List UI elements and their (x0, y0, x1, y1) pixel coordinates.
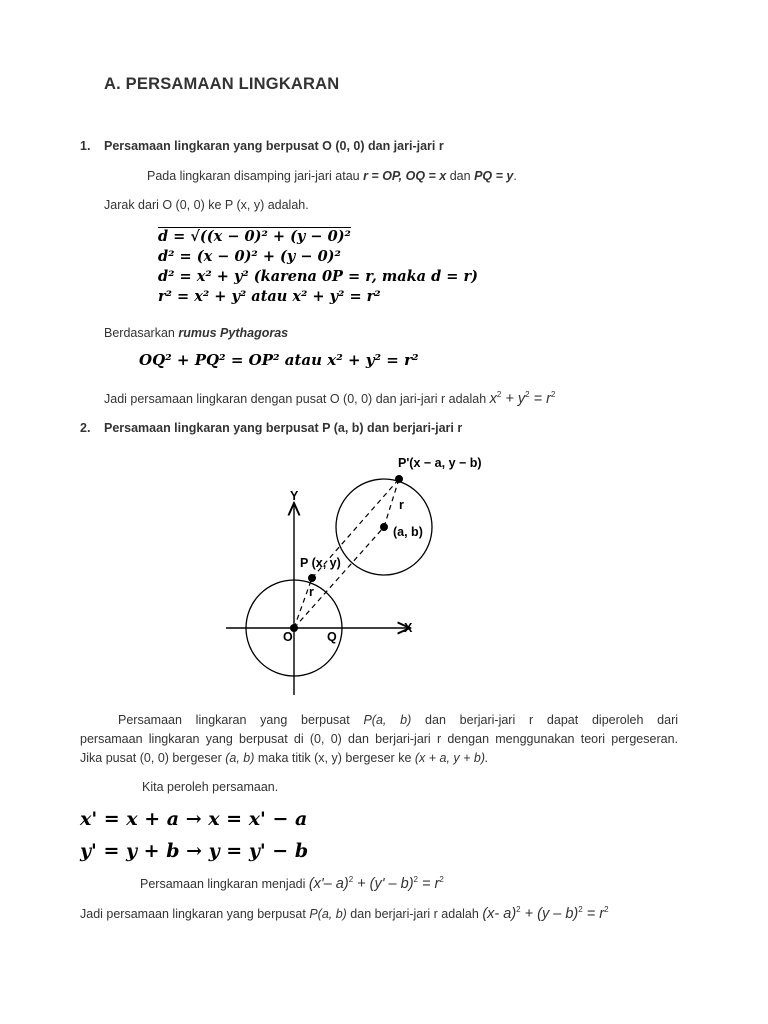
equation-line: d² = (x − 0)² + (y − 0)² (158, 248, 341, 265)
kita-peroleh: Kita peroleh persamaan. (142, 780, 279, 794)
center-point (380, 523, 388, 531)
label-x-axis: X (404, 621, 413, 635)
equation-line: d² = x² + y² (karena 0P = r, maka d = r) (158, 268, 478, 285)
final-conclusion: Jadi persamaan lingkaran yang berpusat P(a, b) dan berjari-jari r adalah (x- $a)^2 + (y - b)^2 = r^2$ (80, 905, 609, 922)
label-center: (a, b) (393, 525, 423, 539)
section-1-intro: Pada lingkaran disamping jari-jari atau r = OP, OQ = x dan PQ = y. (147, 169, 517, 183)
section-1-conclusion: Jadi persamaan lingkaran dengan pusat O (0, 0) dan jari-jari r adalah $x^2 + y^2 = r^2$ (104, 390, 556, 407)
paragraph-line-3: Jika pusat (0, 0) bergeser (a, b) maka titik (x, y) bergeser ke (x + a, y + b). (80, 751, 489, 765)
circle-shift-diagram (220, 450, 490, 700)
paragraph-line-1: Persamaan lingkaran yang berpusat P(a, b) dan berjari-jari r dapat diperoleh dari (118, 713, 679, 727)
equation-line: r² = x² + y² atau x² + y² = r² (158, 288, 381, 305)
radius-center-p-prime (384, 479, 399, 527)
section-1-number: 1. (80, 139, 91, 153)
section-1-heading: Persamaan lingkaran yang berpusat O (0, 0) dan jari-jari r (104, 139, 444, 153)
point-p (308, 574, 316, 582)
distance-text: Jarak dari O (0, 0) ke P (x, y) adalah. (104, 198, 309, 212)
pythagoras-label: Berdasarkan rumus Pythagoras (104, 326, 289, 340)
label-q: Q (327, 630, 337, 644)
point-p-prime (395, 475, 403, 483)
shift-equation-x: x' = x + a → x = x' − a (80, 808, 308, 830)
label-p: P (x, y) (300, 556, 341, 570)
label-o: O (283, 630, 293, 644)
paragraph-line-2: persamaan lingkaran yang berpusat di (0, 0) dan berjari-jari r dengan menggunakan teori pergeseran. (80, 732, 678, 746)
circle-equation-shifted: Persamaan lingkaran menjadi (x'– $a)^2 + (y' - b)^2 = r^2$ (140, 875, 444, 892)
label-y-axis: Y (290, 489, 299, 503)
dashed-lines (294, 479, 399, 628)
pythagoras-equation: OQ² + PQ² = OP² atau x² + y² = r² (139, 351, 419, 369)
label-p-prime: P'(x − a, y − b) (398, 456, 482, 470)
section-2-heading: Persamaan lingkaran yang berpusat P (a, b) dan berjari-jari r (104, 421, 463, 435)
shift-equation-y: y' = y + b → y = y' − b (80, 840, 309, 862)
page-title: A. PERSAMAAN LINGKARAN (104, 75, 340, 93)
distance-equations (158, 227, 478, 307)
section-2-number: 2. (80, 421, 91, 435)
label-r-bottom: r (309, 585, 314, 599)
equation-line: d = √((x − 0)² + (y − 0)² (158, 228, 351, 245)
label-r-top: r (399, 498, 404, 512)
